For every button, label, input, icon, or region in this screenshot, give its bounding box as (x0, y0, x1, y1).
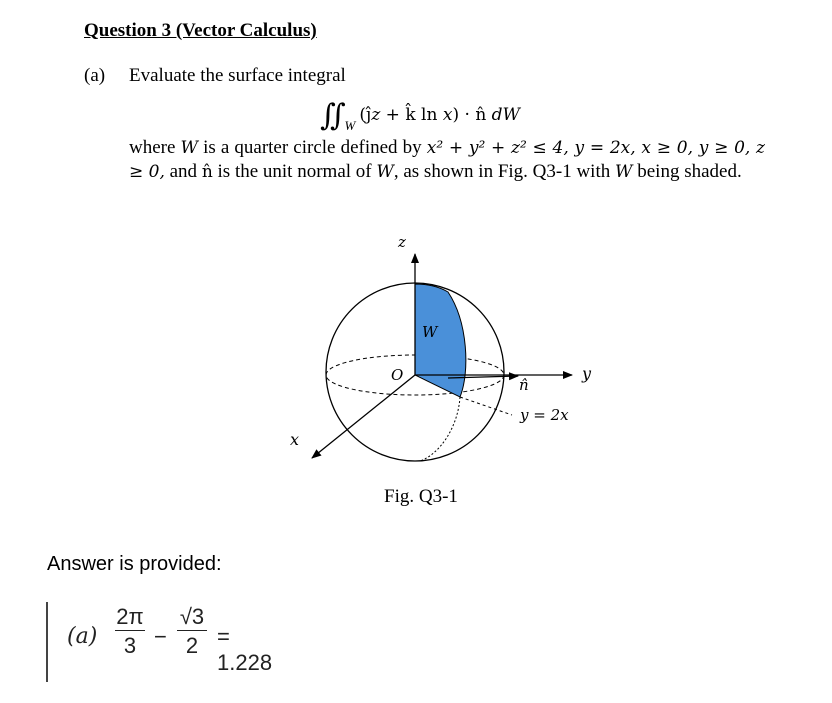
normal-label: n̂ (519, 376, 529, 394)
desc-constraints: x² + y² + z² ≤ 4, y = 2x, x ≥ 0, y ≥ 0, z ≥ 0, (129, 138, 765, 182)
question-title: Question 3 (Vector Calculus) (84, 20, 317, 41)
k-hat: k̂ (405, 105, 416, 125)
integral-subscript: W (344, 118, 356, 133)
desc-text-2: is a quarter circle defined by (198, 137, 427, 158)
desc-W-2: W (376, 162, 394, 182)
answer-part: (a) (67, 624, 98, 649)
frac2-denominator: 2 (177, 630, 207, 659)
x-label: x (290, 430, 300, 449)
minus-sign: − (154, 624, 167, 649)
desc-text-6: being shaded. (632, 161, 742, 182)
answer-quote-bar (46, 602, 48, 682)
desc-text-1: where (129, 137, 181, 158)
figure-caption: Fig. Q3-1 (384, 486, 458, 507)
dot-operator: · (459, 105, 476, 125)
sphere-figure (280, 232, 610, 472)
paren-open: ( (359, 105, 367, 125)
desc-text-3: and (164, 161, 202, 182)
w-label: W (422, 323, 438, 341)
part-label: (a) (84, 65, 106, 86)
problem-description (129, 136, 765, 184)
n-hat: n̂ (475, 105, 487, 125)
frac2-numerator: √3 (179, 604, 205, 629)
fraction-2pi-over-3 (115, 604, 145, 659)
frac1-denominator: 3 (115, 630, 145, 659)
desc-text-4: is the unit normal of (212, 161, 377, 182)
answer-label: Answer is provided: (47, 553, 222, 575)
dW: dW (486, 105, 521, 125)
frac1-numerator: 2π (116, 604, 144, 629)
line-y-2x (460, 397, 512, 415)
y-label: y (582, 364, 592, 383)
double-integral-sign: ∬ (320, 98, 337, 133)
var-z: z (371, 105, 381, 125)
desc-n-hat: n̂ (201, 162, 213, 182)
origin-label: O (391, 366, 404, 384)
fraction-sqrt3-over-2 (177, 604, 207, 659)
surface-integral (320, 93, 521, 133)
plus: + (380, 105, 406, 125)
desc-text-5: , as shown in Fig. Q3-1 with (393, 161, 615, 182)
intro-text: Evaluate the surface integral (129, 65, 346, 86)
desc-W: W (180, 138, 198, 158)
line-label: y = 2x (520, 406, 569, 424)
ln: ln (415, 105, 443, 125)
paren-close: ) (452, 105, 460, 125)
desc-W-3: W (615, 162, 633, 182)
z-label: z (398, 233, 406, 251)
answer-value: = 1.228 (217, 624, 273, 675)
var-x: x (442, 105, 453, 125)
j-hat: ĵ (366, 105, 372, 125)
